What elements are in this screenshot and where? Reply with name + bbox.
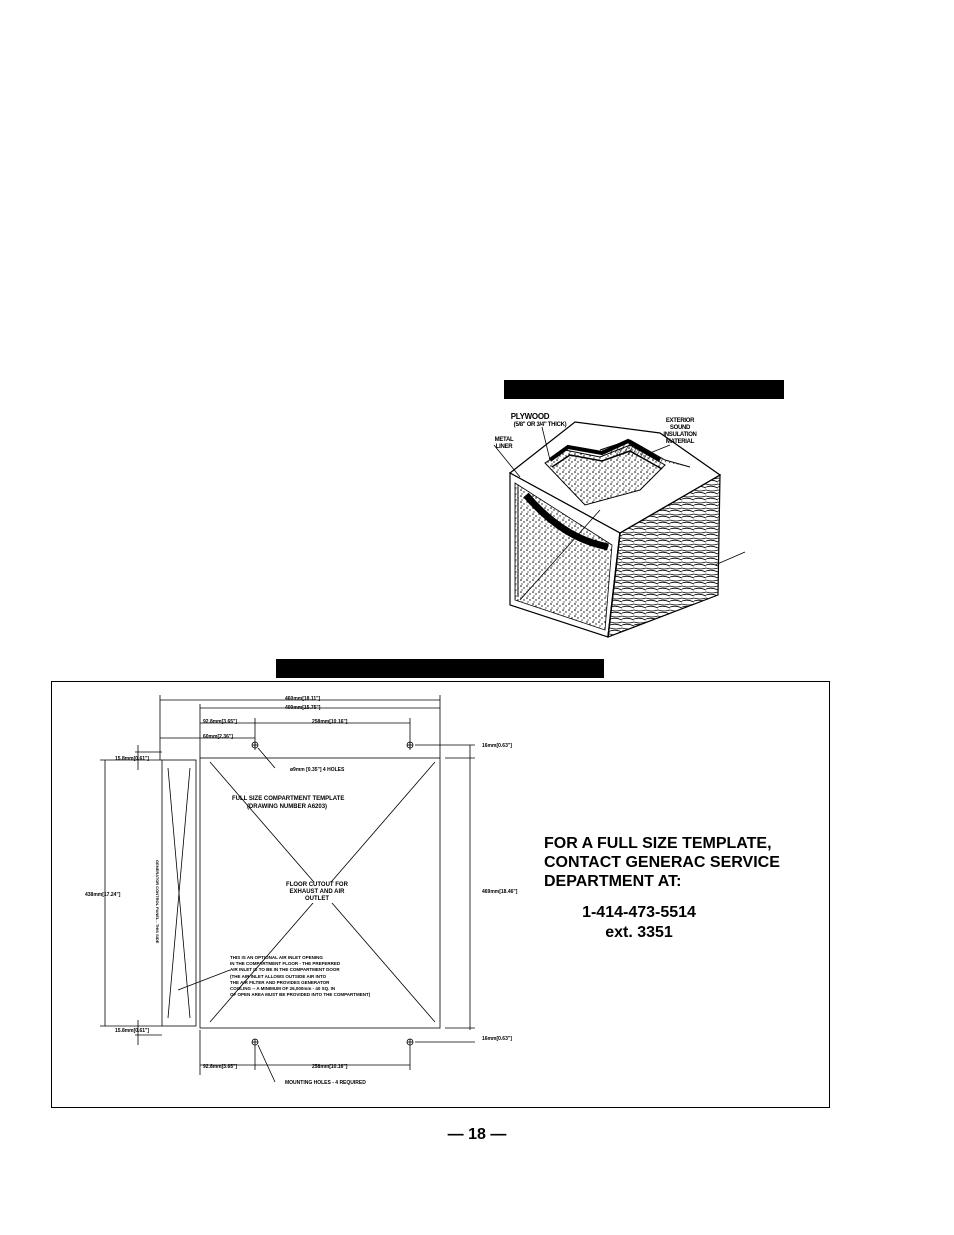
contact-ext: ext. 3351 xyxy=(605,924,673,941)
dim-right-height: 469mm[18.46"] xyxy=(482,889,518,895)
enclosure-illustration xyxy=(490,405,760,640)
page-number: — 18 — xyxy=(447,1126,507,1143)
dim-offset-b: 60mm[2.36"] xyxy=(203,734,233,740)
side-label: GENERATOR CONTROL PANEL - THIS SIDE xyxy=(155,860,160,944)
mounting-note: MOUNTING HOLES - 4 REQUIRED xyxy=(285,1080,366,1086)
plywood-label: PLYWOOD xyxy=(510,412,550,421)
enclosure-section-bar xyxy=(504,380,784,399)
hole-note: ø9mm [0.35"] 4 HOLES xyxy=(290,767,345,773)
dim-offset-a: 92.8mm[3.65"] xyxy=(203,719,238,725)
air-inlet-note: THIS IS AN OPTIONAL AIR INLET OPENING IN THE COMPARTMENT FLOOR - THE PREFERRED AIR INLET IS TO BE IN THE COMPARTMENT DOOR (THE AIR INLET ALLOWS OUTSIDE AIR INTO THE AIR FILTER AND PROVIDES GENERATOR COOLING -- A MINIMUM OF 26,000mm - 40 SQ. IN OF OPEN AREA MUST BE PROVIDED INTO THE COMPARTMENT) xyxy=(230,955,371,998)
contact-phone: 1-414-473-5514 xyxy=(582,904,696,921)
dim-bottom-margin: 16mm[0.63"] xyxy=(482,1036,512,1042)
contact-line-3: DEPARTMENT AT: xyxy=(544,873,682,890)
contact-line-2: CONTACT GENERAC SERVICE xyxy=(544,854,780,871)
drawing-number: (DRAWING NUMBER A6203) xyxy=(246,804,328,810)
template-title: FULL SIZE COMPARTMENT TEMPLATE xyxy=(232,796,345,802)
template-section-bar xyxy=(276,659,604,678)
dim-left-bottom: 15.8mm[0.61"] xyxy=(115,1028,150,1034)
dim-overall-width: 460mm[18.11"] xyxy=(285,696,321,702)
contact-block xyxy=(544,834,824,943)
insulation-label: EXTERIOR SOUND INSULATION MATERIAL xyxy=(663,418,697,445)
metal-liner-label: METAL LINER xyxy=(494,437,514,450)
dim-inner-width: 400mm[15.75"] xyxy=(285,705,321,711)
plywood-thickness-label: (5/8" OR 3/4" THICK) xyxy=(513,422,567,428)
dim-left-height: 438mm[17.24"] xyxy=(85,892,121,898)
dim-top-margin: 16mm[0.63"] xyxy=(482,743,512,749)
dim-hole-span-top: 258mm[10.16"] xyxy=(312,719,348,725)
contact-line-1: FOR A FULL SIZE TEMPLATE, xyxy=(544,835,772,852)
floor-cutout-label: FLOOR CUTOUT FOR EXHAUST AND AIR OUTLET xyxy=(282,882,352,903)
dim-offset-bottom: 92.8mm[3.65"] xyxy=(203,1064,238,1070)
dim-hole-span-bottom: 258mm[10.16"] xyxy=(312,1064,348,1070)
dim-left-top: 15.8mm[0.61"] xyxy=(115,756,150,762)
